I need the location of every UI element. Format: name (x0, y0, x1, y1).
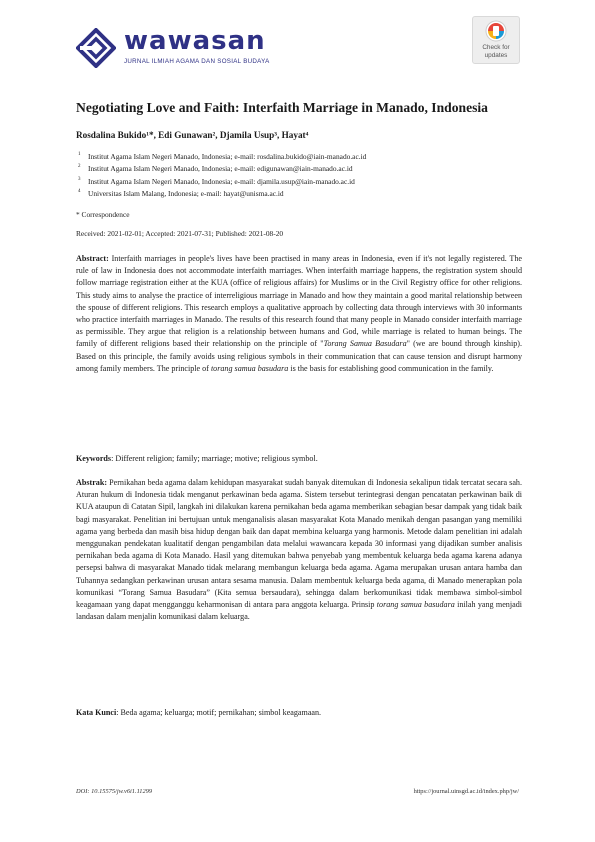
affiliation-item: 4 Universitas Islam Malang, Indonesia; e-mail: hayat@unisma.ac.id (78, 188, 284, 198)
keywords: Keywords: Different religion; family; marriage; motive; religious symbol. (76, 454, 318, 463)
affiliation-item: 2 Institut Agama Islam Negeri Manado, Indonesia; e-mail: edigunawan@iain-manado.ac.id (78, 164, 353, 174)
kata-kunci: Kata Kunci: Beda agama; keluarga; motif; pernikahan; simbol keagamaan. (76, 708, 322, 717)
journal-url-link[interactable]: https://journal.uinsgd.ac.id/index.php/jw/ (413, 788, 519, 795)
journal-subtitle: JURNAL ILMIAH AGAMA DAN SOSIAL BUDAYA (124, 58, 270, 65)
abstract-english: Abstract: Interfaith marriages in people's lives have been practised in many areas in Indonesia, even if it's not legally registered. The rule of law in Indonesia does not accommodate interfaith marriages. When interfaith marriage happens, the registration system should follow marriage registration either at the KUA (office of religious affairs) for Muslims or in the Civil Registry office for other religions. This study aims to analyse the practice of interreligious marriage in Manado and how they maintain a good marital relationship between the spouse of different religions. This research employs a qualitative approach by collecting data through interviews with 30 informants who practice interfaith marriages in Manado. The results of this research found that many people in Manado consider interfaith marriage as permissible. They argue that religion is a relationship between humans and God, while marriage is related to human beings. The family of different religions based their relationship on the principle of "Torang Samua Basudara" (we are bound through kinship). Based on this principle, the family avoids using religious symbols in their communication that can cause tension and disrupt harmony among family members. The principle of torang samua basudara is the basis for establishing good communication in the family. (76, 254, 522, 373)
keywords-label: Keywords (76, 454, 112, 463)
article-title: Negotiating Love and Faith: Interfaith Marriage in Manado, Indonesia (76, 100, 488, 115)
abstract-label: Abstract: (76, 254, 109, 263)
journal-logo-icon (76, 28, 116, 68)
doi-link[interactable]: DOI: 10.15575/jw.v6i1.11299 (76, 788, 153, 795)
crossmark-label: Check for updates (482, 44, 510, 59)
affiliation-item: 1 Institut Agama Islam Negeri Manado, Indonesia; e-mail: rosdalina.bukido@iain-manado.ac.id (78, 152, 367, 161)
affiliation-list (76, 151, 522, 200)
publication-dates: Received: 2021-02-01; Accepted: 2021-07-31; Published: 2021-08-20 (76, 229, 284, 238)
abstract-indonesian: Abstrak: Pernikahan beda agama dalam kehidupan masyarakat sudah banyak ditemukan di Indonesia sekalipun tidak tercatat secara sah. Aturan hukum di Indonesia tidak menganut perkawinan beda agama. Sistem tersebut terintegrasi dengan pencatatan perkawinan baik di KUA ataupun di Catatan Sipil, langkah ini dilakukan karena pernikahan beda agama memberikan sebagian besar dampak yang tidak baik bagi masyarakat. Penelitian ini bertujuan untuk menganalisis alasan masyarakat Kota Manado menikah dengan pasangan yang memiliki agama yang berbeda dan masih bisa hidup dengan baik dan dapat membina keluarga yang harmonis. Metode dalam penelitian ini adalah menggunakan pendekatan kualitatif dengan pengambilan data melalui wawancara kepada 30 informasi yang dijadikan sumber analisis pernikahan beda agama di Kota Manado. Hasil yang ditemukan bahwa penyebab yang membentuk keluarga beda agama karena adanya persepsi bahwa di masyarakat Manado tidak melarang membangun keluarga beda agama. Agama merupakan urusan antara hamba dan Tuhannya sedangkan perkawinan urusan antara sesama manusia. Dalam membentuk keluarga beda agama, di Manado menerapkan pola komunikasi “Torang Samua Basudara” (Kita semua bersaudara), sehingga dalam berkomunikasi tidak membawa simbol-simbol keagamaan yang dapat mengganggu keharmonisan di antara para anggota keluarga. Prinsip torang samua basudara inilah yang menjadi landasan dalam menjalin komunikasi dalam keluarga. (76, 478, 522, 622)
correspondence-note: * Correspondence (76, 210, 130, 219)
affiliation-item: 3 Institut Agama Islam Negeri Manado, Indonesia; e-mail: djamila.usup@iain-manado.ac.id (78, 176, 355, 186)
kata-kunci-label: Kata Kunci (76, 708, 117, 717)
abstrak-label: Abstrak: (76, 478, 108, 487)
journal-header (76, 24, 526, 74)
crossmark-icon (485, 20, 507, 42)
journal-brand: wawasan (124, 26, 266, 56)
check-for-updates-button[interactable] (472, 16, 520, 64)
author-list: Rosdalina Bukido¹*, Edi Gunawan², Djamila Usup³, Hayat⁴ (76, 130, 309, 140)
